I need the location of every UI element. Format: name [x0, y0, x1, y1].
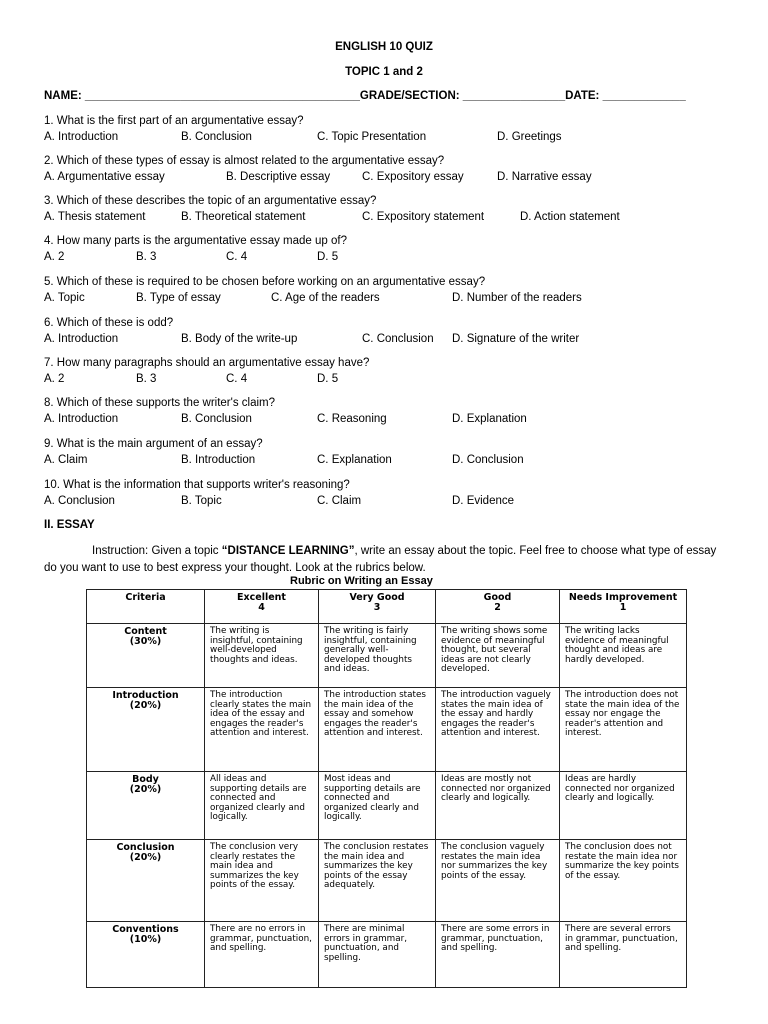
criterion-cell [87, 840, 205, 922]
essay-section-heading: II. ESSAY [44, 519, 95, 531]
option-b: B. Conclusion [181, 413, 252, 425]
option-a: A. Argumentative essay [44, 171, 165, 183]
level-header-excellent [205, 590, 319, 624]
criterion-cell [87, 772, 205, 840]
option-a: A. Introduction [44, 413, 119, 425]
level-header-very-good [319, 590, 436, 624]
option-c: C. Claim [317, 495, 362, 507]
option-d: D. Action statement [520, 211, 620, 223]
question-4 [44, 235, 734, 267]
question-text: 2. Which of these types of essay is almost related to the argumentative essay? [44, 155, 445, 167]
quiz-title: ENGLISH 10 QUIZ [335, 41, 433, 53]
essay-topic: “DISTANCE LEARNING” [221, 545, 355, 557]
option-a: A. 2 [44, 251, 65, 263]
rubric-cell: The introduction does not state the main idea of the essay nor engage the reader's attention and interest. [560, 688, 687, 772]
question-7 [44, 357, 734, 389]
question-text: 5. Which of these is required to be chosen before working on an argumentative essay? [44, 276, 486, 288]
question-6 [44, 317, 734, 349]
option-d: D. Number of the readers [452, 292, 582, 304]
option-a: A. 2 [44, 373, 65, 385]
option-b: B. Conclusion [181, 131, 252, 143]
level-name: Very Good [349, 592, 405, 603]
option-b: B. 3 [136, 373, 157, 385]
option-c: C. Age of the readers [271, 292, 380, 304]
options-row [44, 373, 734, 389]
question-10 [44, 479, 734, 511]
rubric-cell: The introduction clearly states the main idea of the essay and engages the reader's attention and interest. [205, 688, 319, 772]
rubric-cell: The introduction vaguely states the main idea of the essay and hardly engages the reader's attention and interest. [436, 688, 560, 772]
level-name: Good [483, 592, 512, 603]
option-c: C. 4 [226, 373, 248, 385]
option-d: D. Evidence [452, 495, 515, 507]
option-c: C. Expository essay [362, 171, 464, 183]
option-a: A. Introduction [44, 131, 119, 143]
rubric-cell: There are minimal errors in grammar, punctuation, and spelling. [319, 922, 436, 988]
question-text: 7. How many paragraphs should an argumentative essay have? [44, 357, 370, 369]
option-b: B. Topic [181, 495, 222, 507]
rubric-cell: The writing shows some evidence of meaningful thought, but several ideas are not clearly developed. [436, 624, 560, 688]
option-d: D. Conclusion [452, 454, 524, 466]
question-2 [44, 155, 734, 187]
options-row [44, 211, 734, 227]
rubric-cell: The conclusion restates the main idea and summarizes the key points of the essay adequately. [319, 840, 436, 922]
level-header-good [436, 590, 560, 624]
instruction-lead: Instruction: Given a topic [92, 545, 222, 557]
rubric-cell: There are some errors in grammar, punctuation, and spelling. [436, 922, 560, 988]
question-text: 9. What is the main argument of an essay? [44, 438, 263, 450]
option-a: A. Claim [44, 454, 88, 466]
rubric-cell: All ideas and supporting details are connected and organized clearly and logically. [205, 772, 319, 840]
options-row [44, 413, 734, 429]
option-c: C. Conclusion [362, 333, 434, 345]
name-grade-date-line: NAME: ___________________________________________GRADE/SECTION: ________________DATE: _____________ [44, 90, 686, 102]
rubric-header-row [87, 590, 687, 624]
options-row [44, 251, 734, 267]
criterion-weight: (30%) [129, 635, 162, 647]
criterion-weight: (20%) [129, 851, 162, 863]
question-text: 3. Which of these describes the topic of an argumentative essay? [44, 195, 377, 207]
rubric-cell: Ideas are mostly not connected nor organized clearly and logically. [436, 772, 560, 840]
question-1 [44, 115, 734, 147]
criterion-cell [87, 688, 205, 772]
option-a: A. Introduction [44, 333, 119, 345]
option-c: C. Reasoning [317, 413, 387, 425]
level-score: 2 [494, 601, 501, 613]
instruction-rest: , write an essay about the topic. Feel free to choose what type of essay do you want to use to best express your thought. Look at the rubrics below. [44, 545, 717, 574]
criterion-weight: (20%) [129, 699, 162, 711]
question-8 [44, 397, 734, 429]
option-a: A. Conclusion [44, 495, 115, 507]
criterion-cell [87, 624, 205, 688]
criteria-header: Criteria [87, 590, 205, 624]
option-c: C. Topic Presentation [317, 131, 427, 143]
rubric-cell: The conclusion does not restate the main idea nor summarize the key points of the essay. [560, 840, 687, 922]
rubric-cell: The writing is insightful, containing well-developed thoughts and ideas. [205, 624, 319, 688]
rubric-row-body [87, 772, 687, 840]
rubric-cell: Ideas are hardly connected nor organized clearly and logically. [560, 772, 687, 840]
rubric-row-conclusion [87, 840, 687, 922]
question-text: 1. What is the first part of an argumentative essay? [44, 115, 304, 127]
rubric-cell: The writing lacks evidence of meaningful thought and ideas are hardly developed. [560, 624, 687, 688]
option-b: B. Theoretical statement [181, 211, 306, 223]
option-b: B. 3 [136, 251, 157, 263]
criterion-name: Conclusion [116, 842, 175, 853]
option-b: B. Descriptive essay [226, 171, 331, 183]
quiz-subtitle: TOPIC 1 and 2 [345, 66, 423, 78]
question-text: 10. What is the information that supports writer's reasoning? [44, 479, 350, 491]
level-name: Excellent [237, 592, 286, 603]
option-b: B. Introduction [181, 454, 256, 466]
criterion-name: Body [132, 774, 159, 785]
option-c: C. Expository statement [362, 211, 485, 223]
option-b: B. Type of essay [136, 292, 221, 304]
level-score: 3 [373, 601, 381, 613]
option-d: D. 5 [317, 373, 339, 385]
options-row [44, 495, 734, 511]
rubric-cell: The conclusion very clearly restates the main idea and summarizes the key points of the essay. [205, 840, 319, 922]
option-a: A. Topic [44, 292, 85, 304]
option-b: B. Body of the write-up [181, 333, 298, 345]
rubric-row-conventions [87, 922, 687, 988]
question-text: 6. Which of these is odd? [44, 317, 174, 329]
question-9 [44, 438, 734, 470]
rubric-table [86, 589, 686, 987]
level-score: 4 [258, 601, 265, 613]
criterion-name: Conventions [112, 924, 179, 935]
criterion-name: Introduction [112, 690, 179, 701]
question-text: 8. Which of these supports the writer's claim? [44, 397, 276, 409]
level-header-needs-improvement [560, 590, 687, 624]
level-score: 1 [619, 601, 627, 613]
essay-instruction [44, 543, 730, 577]
criterion-weight: (10%) [129, 933, 162, 945]
option-d: D. Greetings [497, 131, 562, 143]
options-row [44, 333, 734, 349]
criterion-weight: (20%) [129, 783, 162, 795]
option-d: D. 5 [317, 251, 339, 263]
rubric-cell: There are several errors in grammar, punctuation, and spelling. [560, 922, 687, 988]
rubric-cell: The conclusion vaguely restates the main idea nor summarizes the key points of the essay. [436, 840, 560, 922]
option-d: D. Narrative essay [497, 171, 592, 183]
rubric-row-content [87, 624, 687, 688]
rubric-cell: There are no errors in grammar, punctuation, and spelling. [205, 922, 319, 988]
options-row [44, 454, 734, 470]
rubric-cell: The writing is fairly insightful, containing generally well-developed thoughts and ideas. [319, 624, 436, 688]
criterion-cell [87, 922, 205, 988]
rubric-title: Rubric on Writing an Essay [290, 575, 433, 587]
rubric-row-introduction [87, 688, 687, 772]
options-row [44, 292, 734, 308]
options-row [44, 131, 734, 147]
option-d: D. Signature of the writer [452, 333, 580, 345]
option-c: C. 4 [226, 251, 248, 263]
option-d: D. Explanation [452, 413, 527, 425]
question-text: 4. How many parts is the argumentative essay made up of? [44, 235, 347, 247]
rubric-cell: Most ideas and supporting details are connected and organized clearly and logically. [319, 772, 436, 840]
level-name: Needs Improvement [568, 592, 678, 603]
rubric-cell: The introduction states the main idea of the essay and somehow engages the reader's attention and interest. [319, 688, 436, 772]
options-row [44, 171, 734, 187]
criterion-name: Content [124, 626, 167, 637]
option-c: C. Explanation [317, 454, 392, 466]
question-3 [44, 195, 734, 227]
option-a: A. Thesis statement [44, 211, 146, 223]
question-5 [44, 276, 734, 308]
